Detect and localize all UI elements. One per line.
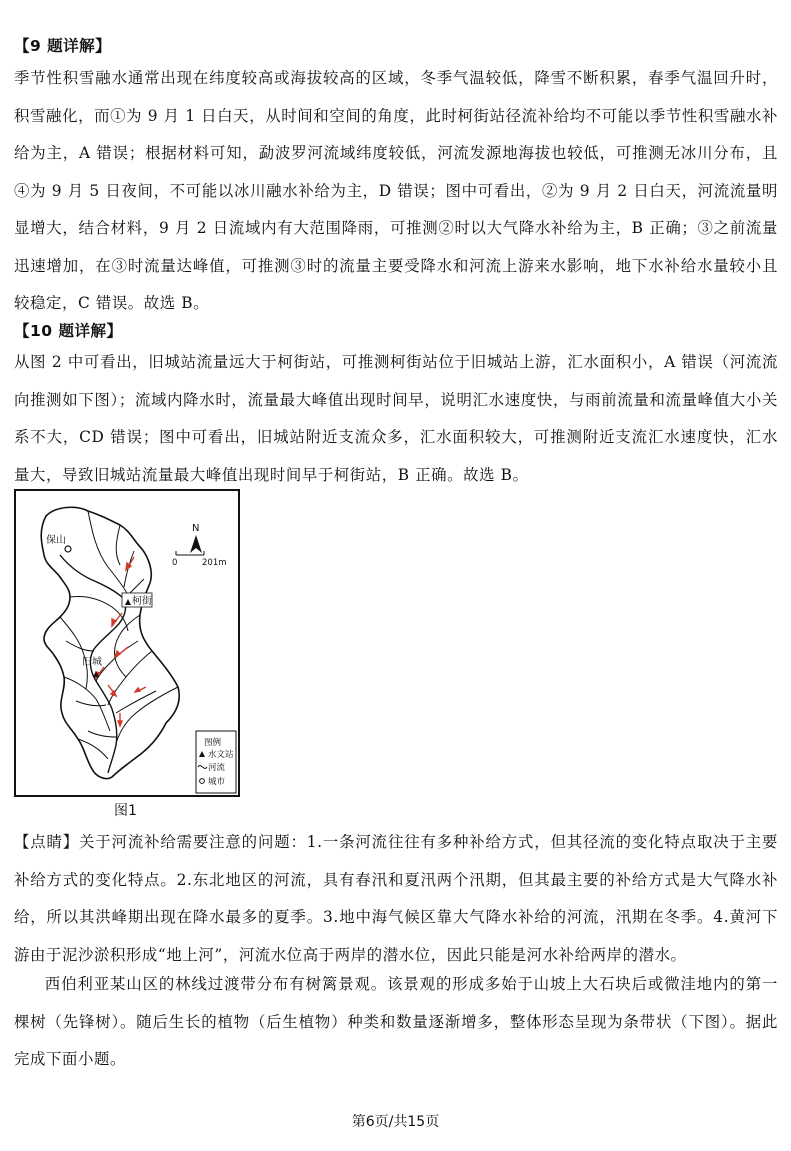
q9-explanation: 季节性积雪融水通常出现在纬度较高或海拔较高的区域，冬季气温较低，降雪不断积累，春季气温回升时，积雪融化，而①为 9 月 1 日白天，从时间和空间的角度，此时柯街站径流补给均不可能以季节性积雪融水补给为主，A 错误；根据材料可知，勐波罗河流域纬度较低，河流发源地海拔也较低，可推测无冰川分布，且④为 9 月 5 日夜间，不可能以冰川融水补给为主，D 错误；图中可看出，②为 9 月 2 日白天，河流流量明显增大，结合材料，9 月 2 日流域内有大范围降雨，可推测②时以大气降水补给为主，B 正确；③之前流量迅速增加，在③时流量达峰值，可推测③时的流量主要受降水和河流上游来水影响，地下水补给水量较小且较稳定，C 错误。故选 B。 bbox=[14, 69, 778, 312]
tributary bbox=[76, 701, 106, 706]
subbasin-divide bbox=[88, 511, 128, 595]
tributary bbox=[116, 691, 156, 713]
legend-station: 水文站 bbox=[208, 750, 234, 760]
legend-river: 河流 bbox=[208, 763, 226, 773]
tributary bbox=[96, 641, 138, 681]
page-number: 第6页/共15页 bbox=[351, 1114, 440, 1130]
north-label: N bbox=[192, 523, 200, 534]
flow-arrows bbox=[96, 557, 146, 726]
subbasin-divide bbox=[116, 525, 120, 565]
figure-caption: 图1 bbox=[114, 803, 137, 819]
baoshan-label: 保山 bbox=[46, 535, 66, 546]
tributary bbox=[88, 731, 116, 737]
legend-city: 城市 bbox=[208, 777, 226, 787]
legend-title: 图例 bbox=[204, 738, 222, 748]
subbasin-divide bbox=[70, 596, 128, 631]
scale-zero: 0 bbox=[172, 558, 178, 568]
kejie-label: 柯街 bbox=[132, 596, 152, 607]
river-basin-map-svg bbox=[16, 491, 238, 795]
next-questions-intro: 西伯利亚某山区的林线过渡带分布有树篱景观。该景观的形成多始于山坡上大石块后或微洼地内的第一棵树（先锋树）。随后生长的植物（后生植物）种类和数量逐渐增多，整体形态呈现为条带状（下图）。据此完成下面小题。 bbox=[14, 975, 778, 1068]
q10-explanation: 从图 2 中可看出，旧城站流量远大于柯街站，可推测柯街站位于旧城站上游，汇水面积小，A 错误（河流流向推测如下图）；流域内降水时，流量最大峰值出现时间早，说明汇水速度快，与雨前流量和流量峰值大小关系不大，CD 错误；图中可看出，旧城站附近支流众多，汇水面积较大，可推测附近支流汇水速度快，汇水量大，导致旧城站流量最大峰值出现时间早于柯街站，B 正确。故选 B。 bbox=[14, 353, 778, 484]
tributary bbox=[66, 641, 94, 651]
scale-distance: 201m bbox=[202, 558, 227, 568]
north-arrow-icon bbox=[190, 535, 202, 553]
river-basin-map bbox=[14, 489, 240, 797]
jiucheng-label: 旧城 bbox=[82, 657, 102, 668]
basin-outline bbox=[41, 507, 179, 778]
baoshan-city-icon bbox=[65, 546, 71, 552]
q9-heading: 【9 题详解】 bbox=[14, 37, 112, 55]
key-points-note: 【点睛】关于河流补给需要注意的问题：1.一条河流往往有多种补给方式，但其径流的变化特点取决于主要补给方式的变化特点。2.东北地区的河流，具有春汛和夏汛两个汛期，但其最主要的补给方式是大气降水补给，所以其洪峰期出现在降水最多的夏季。3.地中海气候区靠大气降水补给的河流，汛期在冬季。4.黄河下游由于泥沙淤积形成“地上河”，河流水位高于两岸的潜水位，因此只能是河水补给两岸的潜水。 bbox=[14, 833, 778, 964]
q10-heading: 【10 题详解】 bbox=[14, 322, 123, 340]
legend-city-icon bbox=[200, 779, 205, 784]
